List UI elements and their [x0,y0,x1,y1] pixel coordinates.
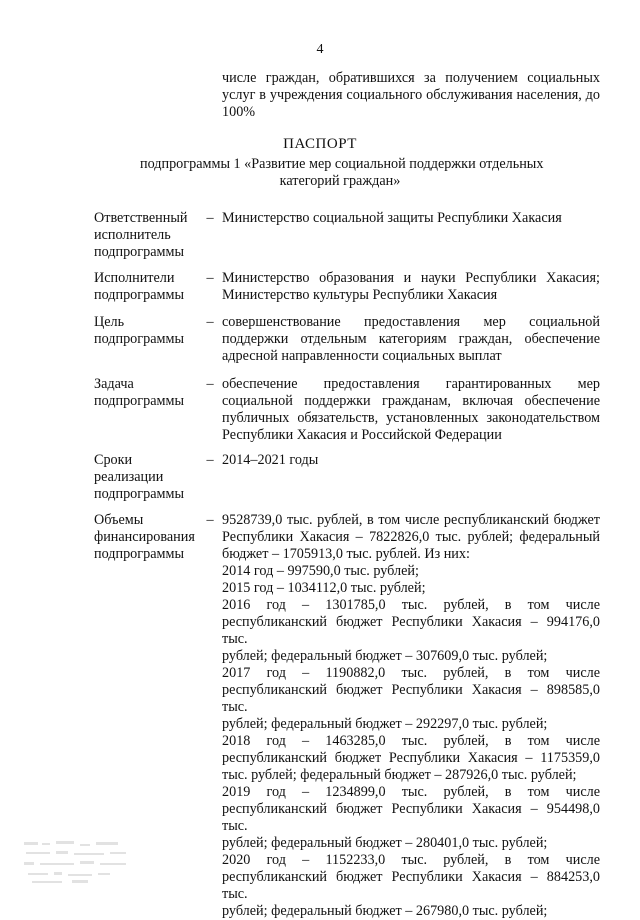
label-line: Ответственный [94,210,188,226]
value-line: 2019 год – 1234899,0 тыс. рублей, в том числе [222,784,600,800]
row-dash: – [206,512,214,528]
row-label [94,210,206,261]
row-value [222,210,600,227]
label-line: подпрограммы [94,331,184,347]
value-line: рублей; федеральный бюджет – 267980,0 тыс. рублей; [222,903,548,919]
row-value [222,512,600,920]
value-line: 9528739,0 тыс. рублей, в том числе республиканский бюджет [222,512,600,528]
value-line: обеспечение предоставления гарантированных мер [222,376,600,392]
label-line: исполнитель [94,227,171,243]
row-dash: – [206,314,214,330]
row-label [94,314,206,348]
value-line: 2020 год – 1152233,0 тыс. рублей, в том числе [222,852,600,868]
label-line: подпрограммы [94,486,184,502]
passport-subtitle [140,156,544,190]
label-line: Объемы [94,512,144,528]
label-line: реализации [94,469,164,485]
row-value [222,452,600,469]
value-line: рублей; федеральный бюджет – 292297,0 тыс. рублей; [222,716,548,732]
intro-line: 100% [222,104,256,120]
page-number: 4 [316,42,324,57]
row-dash: – [206,270,214,286]
row-dash: – [206,452,214,468]
value-line: социальной поддержки гражданам, включая обеспечение [222,393,600,409]
intro-paragraph [222,70,600,121]
value-line: 2014 год – 997590,0 тыс. рублей; [222,563,419,579]
value-line: тыс. рублей; федеральный бюджет – 287926,0 тыс. рублей; [222,767,577,783]
label-line: подпрограммы [94,393,184,409]
row-label [94,452,206,503]
value-line: Министерство культуры Республики Хакасия [222,287,498,303]
label-line: подпрограммы [94,244,184,260]
value-line: Республики Хакасия и Российской Федерации [222,427,502,443]
label-line: подпрограммы [94,546,184,562]
label-line: финансирования [94,529,195,545]
row-value [222,314,600,365]
value-line: республиканский бюджет Республики Хакасия – 994176,0 тыс. [222,614,600,647]
row-value [222,270,600,304]
value-line: адресной направленности социальных выплат [222,348,502,364]
value-line: бюджет – 1705913,0 тыс. рублей. Из них: [222,546,470,562]
value-line: 2015 год – 1034112,0 тыс. рублей; [222,580,426,596]
value-line: республиканский бюджет Республики Хакасия – 1175359,0 [222,750,600,766]
subtitle-line: категорий граждан» [279,173,401,189]
value-line: республиканский бюджет Республики Хакасия – 898585,0 тыс. [222,682,600,715]
row-goal [94,314,602,366]
passport-title: ПАСПОРТ [283,136,357,152]
row-label [94,376,206,410]
faint-stamp-mark [22,838,140,886]
row-terms [94,452,602,504]
row-dash: – [206,210,214,226]
row-executors [94,270,602,306]
value-line: совершенствование предоставления мер социальной [222,314,600,330]
value-line: 2018 год – 1463285,0 тыс. рублей, в том числе [222,733,600,749]
value-line: Министерство социальной защиты Республики Хакасия [222,210,562,226]
value-line: рублей; федеральный бюджет – 280401,0 тыс. рублей; [222,835,548,851]
row-value [222,376,600,444]
subtitle-line: подпрограммы 1 «Развитие мер социальной поддержки отдельных [140,156,544,172]
row-label [94,270,206,304]
intro-line: числе граждан, обратившихся за получением социальных [222,70,600,86]
value-line: 2017 год – 1190882,0 тыс. рублей, в том числе [222,665,600,681]
row-funding [94,512,602,919]
row-task [94,376,602,446]
value-line: 2014–2021 годы [222,452,319,468]
label-line: Сроки [94,452,133,468]
label-line: Задача [94,376,134,392]
value-line: 2016 год – 1301785,0 тыс. рублей, в том числе [222,597,600,613]
value-line: публичных обязательств, установленных законодательством [222,410,600,426]
label-line: подпрограммы [94,287,184,303]
label-line: Исполнители [94,270,175,286]
value-line: Республики Хакасия – 7822826,0 тыс. рублей; федеральный [222,529,600,545]
intro-line: услуг в учреждения социального обслуживания населения, до [222,87,600,103]
value-line: поддержки отдельным категориям граждан, обеспечение [222,331,600,347]
row-dash: – [206,376,214,392]
value-line: рублей; федеральный бюджет – 307609,0 тыс. рублей; [222,648,548,664]
value-line: Министерство образования и науки Республики Хакасия; [222,270,600,286]
row-label [94,512,206,563]
value-line: республиканский бюджет Республики Хакасия – 884253,0 тыс. [222,869,600,902]
value-line: республиканский бюджет Республики Хакасия – 954498,0 тыс. [222,801,600,834]
row-responsible-executor [94,210,602,262]
label-line: Цель [94,314,125,330]
